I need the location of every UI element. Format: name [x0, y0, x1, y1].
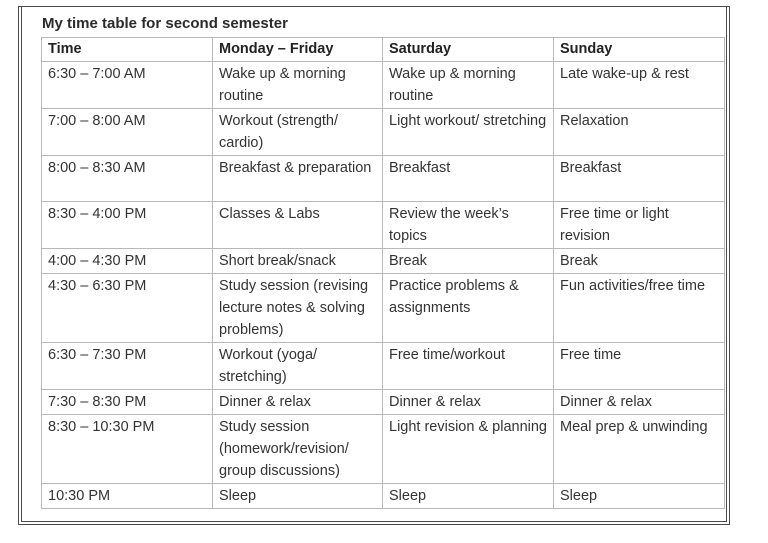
saturday-cell: Dinner & relax	[383, 390, 554, 415]
weekday-cell: Breakfast & preparation	[213, 156, 383, 202]
time-cell: 10:30 PM	[42, 484, 213, 509]
weekday-cell: Workout (strength/ cardio)	[213, 109, 383, 156]
weekday-cell: Study session (revising lecture notes & solving problems)	[213, 274, 383, 343]
sunday-cell: Meal prep & unwinding	[554, 415, 725, 484]
sunday-cell: Late wake-up & rest	[554, 62, 725, 109]
sunday-cell: Breakfast	[554, 156, 725, 202]
weekday-cell: Sleep	[213, 484, 383, 509]
time-cell: 4:00 – 4:30 PM	[42, 249, 213, 274]
saturday-cell: Practice problems & assignments	[383, 274, 554, 343]
weekday-cell: Classes & Labs	[213, 202, 383, 249]
saturday-cell: Review the week’s topics	[383, 202, 554, 249]
saturday-cell: Wake up & morning routine	[383, 62, 554, 109]
saturday-cell: Light workout/ stretching	[383, 109, 554, 156]
sunday-cell: Free time or light revision	[554, 202, 725, 249]
table-row	[42, 156, 725, 202]
table-row	[42, 390, 725, 415]
time-cell: 8:00 – 8:30 AM	[42, 156, 213, 202]
sunday-cell: Break	[554, 249, 725, 274]
saturday-cell: Light revision & planning	[383, 415, 554, 484]
saturday-cell: Free time/workout	[383, 343, 554, 390]
weekday-cell: Wake up & morning routine	[213, 62, 383, 109]
table-row	[42, 343, 725, 390]
time-cell: 8:30 – 4:00 PM	[42, 202, 213, 249]
table-row	[42, 202, 725, 249]
time-cell: 6:30 – 7:30 PM	[42, 343, 213, 390]
time-cell: 6:30 – 7:00 AM	[42, 62, 213, 109]
header-weekdays: Monday – Friday	[213, 38, 383, 62]
time-cell: 8:30 – 10:30 PM	[42, 415, 213, 484]
saturday-cell: Sleep	[383, 484, 554, 509]
header-row	[42, 38, 725, 62]
sunday-cell: Sleep	[554, 484, 725, 509]
saturday-cell: Breakfast	[383, 156, 554, 202]
table-row	[42, 274, 725, 343]
table-row	[42, 109, 725, 156]
sunday-cell: Fun activities/free time	[554, 274, 725, 343]
sunday-cell: Relaxation	[554, 109, 725, 156]
table-row	[42, 62, 725, 109]
weekday-cell: Short break/snack	[213, 249, 383, 274]
sunday-cell: Dinner & relax	[554, 390, 725, 415]
sunday-cell: Free time	[554, 343, 725, 390]
time-cell: 7:00 – 8:00 AM	[42, 109, 213, 156]
header-saturday: Saturday	[383, 38, 554, 62]
timetable	[41, 37, 725, 509]
weekday-cell: Dinner & relax	[213, 390, 383, 415]
time-cell: 7:30 – 8:30 PM	[42, 390, 213, 415]
page-title: My time table for second semester	[42, 15, 288, 32]
table-row	[42, 484, 725, 509]
header-sunday: Sunday	[554, 38, 725, 62]
saturday-cell: Break	[383, 249, 554, 274]
table-row	[42, 415, 725, 484]
table-row	[42, 249, 725, 274]
header-time: Time	[42, 38, 213, 62]
time-cell: 4:30 – 6:30 PM	[42, 274, 213, 343]
weekday-cell: Study session (homework/revision/ group discussions)	[213, 415, 383, 484]
weekday-cell: Workout (yoga/ stretching)	[213, 343, 383, 390]
